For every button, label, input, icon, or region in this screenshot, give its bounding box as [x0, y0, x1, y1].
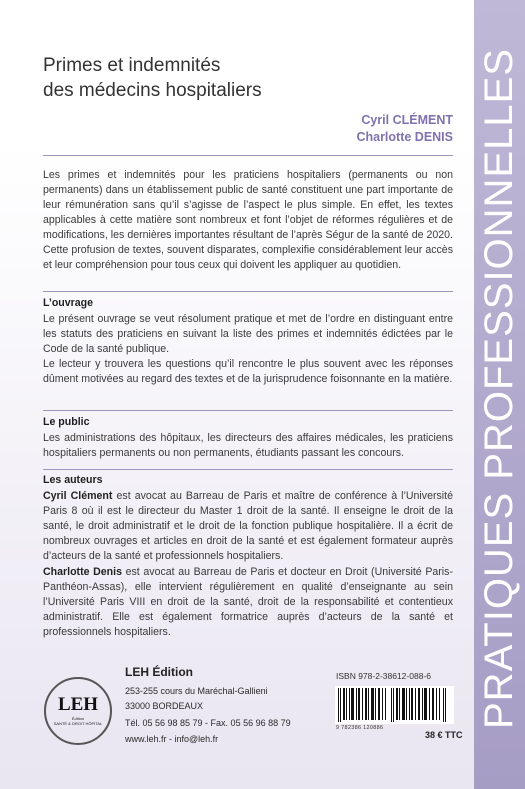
- logo-subtitle: Édition: [71, 716, 85, 721]
- series-band: [474, 0, 525, 789]
- divider: [43, 155, 453, 156]
- author-bio-text: est avocat au Barreau de Paris et maître de conférence à l’Université Paris 8 où il est le directeur du Master 1 droit de la santé. Il enseigne le droit de la santé, le droit administratif et le droit de la fonction publique hospitalière. Il a écrit de nombreux ouvrages et articles en droit de la santé et est également formateur auprès d’acteurs de la santé et professionnels hospitaliers.: [43, 490, 453, 562]
- ouvrage-paragraph-2: Le lecteur y trouvera les questions qu’il rencontre le plus souvent avec les réponses dûment motivées au regard des textes et de la jurisprudence foisonnante en la matière.: [43, 358, 453, 385]
- divider: [43, 469, 453, 470]
- publisher-name: LEH Édition: [125, 665, 193, 679]
- logo-mark: LEH: [57, 694, 99, 715]
- public-paragraph: Les administrations des hôpitaux, les directeurs des affaires médicales, les praticiens hospitaliers permanents ou non permanents, étudiants passant les concours.: [43, 432, 453, 459]
- barcode-digits: 9 782386 120886: [336, 725, 384, 731]
- divider: [43, 410, 453, 411]
- section-heading-auteurs: Les auteurs: [43, 474, 103, 486]
- publisher-phone: Tél. 05 56 98 85 79 - Fax. 05 56 96 88 79: [125, 718, 291, 728]
- publisher-address-1: 253-255 cours du Maréchal-Gallieni: [125, 686, 268, 696]
- publisher-address-2: 33000 BORDEAUX: [125, 701, 204, 711]
- barcode: [335, 686, 454, 724]
- intro-paragraph: Les primes et indemnités pour les praticiens hospitaliers (permanents ou non permanents) dans un établissement public de santé constituent une part importante de leur rémunération sans qu’il s’agisse de l’aspect le plus simple. En effet, les textes applicables à cette matière sont nombreux et font l’objet de réformes régulières et de modifications, les dernières importantes résultant de l’après Ségur de la santé de 2020. Cette profusion de textes, souvent disparates, complexifie considérablement leur accès et leur compréhension pour tous ceux qui doivent les appliquer au quotidien.: [43, 169, 453, 271]
- divider: [43, 291, 453, 292]
- publisher-logo: [44, 677, 112, 745]
- title-line-2: des médecins hospitaliers: [43, 80, 262, 101]
- price: 38 € TTC: [425, 730, 463, 740]
- logo-tagline: SANTÉ & DROIT HÔPITAL: [53, 721, 103, 726]
- author-1: Cyril CLÉMENT: [361, 113, 453, 127]
- author-bio-name: Charlotte Denis: [43, 566, 122, 578]
- title-line-1: Primes et indemnités: [43, 55, 221, 76]
- book-title: [43, 53, 262, 103]
- isbn-label: ISBN 978-2-38612-088-6: [336, 671, 431, 681]
- author-bio-1: [43, 489, 453, 564]
- author-bio-text: est avocat au Barreau de Paris et docteur en Droit (Université Paris-Panthéon-Assas), elle intervient régulièrement en qualité d’enseignante au sein l’Université Paris VIII en droit de la santé, droit de la responsabilité et contentieux administratif. Elle est également formatrice auprès d’acteurs de la santé et professionnels hospitaliers.: [43, 566, 453, 638]
- author-bio-name: Cyril Clément: [43, 490, 113, 502]
- author-2: Charlotte DENIS: [356, 130, 453, 144]
- author-names: [356, 112, 453, 146]
- author-bio-2: [43, 565, 453, 640]
- series-name: PRATIQUES PROFESSIONNELLES: [477, 48, 521, 729]
- section-heading-ouvrage: L’ouvrage: [43, 297, 94, 309]
- section-heading-public: Le public: [43, 416, 90, 428]
- ouvrage-paragraph-1: Le présent ouvrage se veut résolument pratique et met de l’ordre en distinguant entre les statuts des praticiens en suivant la liste des primes et indemnités édictées par le Code de la santé publique.: [43, 313, 453, 355]
- publisher-web: www.leh.fr - info@leh.fr: [125, 734, 219, 744]
